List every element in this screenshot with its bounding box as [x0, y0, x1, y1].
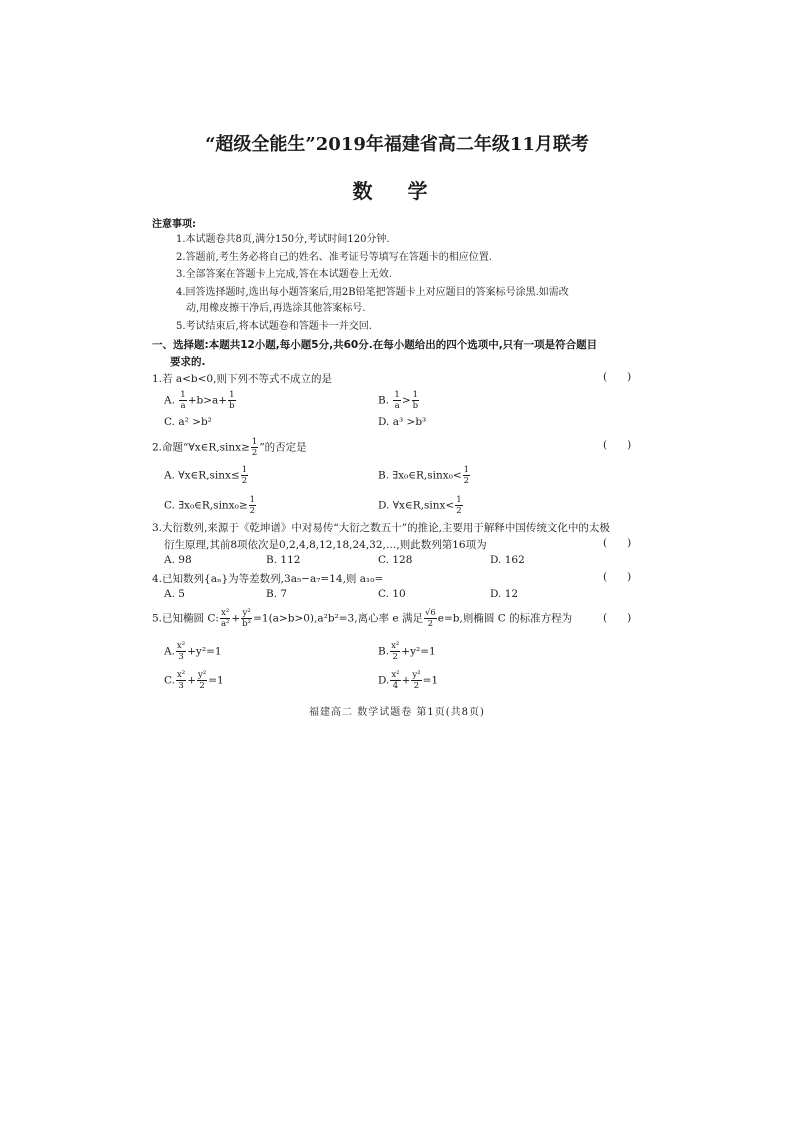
notice-item: 3.全部答案在答题卡上完成,答在本试题卷上无效.: [176, 269, 392, 280]
answer-paren: ( ): [603, 537, 632, 549]
notice-item: 2.答题前,考生务必将自己的姓名、准考证号等填写在答题卡的相应位置.: [176, 252, 492, 263]
answer-paren: ( ): [603, 571, 632, 583]
page-footer: 福建高二 数学试题卷 第1页(共8页): [309, 707, 485, 718]
subject-title: 数 学: [352, 179, 442, 203]
answer-paren: ( ): [603, 371, 632, 383]
exam-title: “超级全能生”2019年福建省高二年级11月联考: [205, 134, 589, 155]
notice-item: 1.本试题卷共8页,满分150分,考试时间120分钟.: [176, 234, 390, 245]
q4-option-a: A. 5: [164, 588, 185, 600]
q3-option-a: A. 98: [164, 554, 192, 566]
q2-option-c: C. ∃x₀∈R,sinx₀≥ $\frac{1}{2}$: [164, 495, 256, 516]
notice-item: 5.考试结束后,将本试题卷和答题卡一并交回.: [176, 321, 372, 332]
q4-option-c: C. 10: [378, 588, 406, 600]
q3-option-b: B. 112: [266, 554, 301, 566]
question-4-stem: 4.已知数列{aₙ}为等差数列,3a₅−a₇=14,则 a₁₀=: [152, 573, 384, 585]
q3-option-d: D. 162: [490, 554, 525, 566]
section-heading-cont: 要求的.: [170, 356, 206, 368]
answer-paren: ( ): [603, 439, 632, 451]
notice-item: 4.回答选择题时,选出每小题答案后,用2B铅笔把答题卡上对应题目的答案标号涂黑.如需改: [176, 287, 569, 298]
question-3-stem-cont: 衍生原理,其前8项依次是0,2,4,8,12,18,24,32,…,则此数列第16项为: [164, 539, 487, 551]
question-1-stem: 1.若 a<b<0,则下列不等式不成立的是: [152, 373, 332, 385]
q2-option-a: A. ∀x∈R,sinx≤ $\frac{1}{2}$: [164, 465, 248, 486]
q2-option-b: B. ∃x₀∈R,sinx₀< $\frac{1}{2}$: [378, 465, 470, 486]
q3-option-c: C. 128: [378, 554, 413, 566]
q1-option-a: A. $\frac{1}{a}$ +b>a+ $\frac{1}{b}$: [164, 390, 235, 411]
q4-option-b: B. 7: [266, 588, 288, 600]
q1-option-c: C. a² >b²: [164, 416, 212, 428]
notice-heading: 注意事项:: [152, 219, 196, 230]
q4-option-d: D. 12: [490, 588, 519, 600]
answer-paren: ( ): [603, 612, 632, 624]
question-2-stem: 2.命题“∀x∈R,sinx≥ $\frac{1}{2}$ ”的否定是: [152, 437, 307, 458]
q1-option-d: D. a³ >b³: [378, 416, 427, 428]
section-heading: 一、选择题:本题共12小题,每小题5分,共60分.在每小题给出的四个选项中,只有一项是符合题目: [152, 339, 598, 351]
q5-option-b: B. $\frac{\text{x²}}{2}$ +y²=1: [378, 641, 436, 662]
q5-option-d: D. $\frac{\text{x²}}{4}$ + $\frac{\text{y²}}{2}$ =1: [378, 670, 439, 691]
q5-option-c: C. $\frac{\text{x²}}{3}$ + $\frac{\text{y²}}{2}$ =1: [164, 670, 224, 691]
question-3-stem: 3.大衍数列,来源于《乾坤谱》中对易传“大衍之数五十”的推论,主要用于解释中国传统文化中的太极: [152, 522, 610, 534]
notice-item: 动,用橡皮擦干净后,再选涂其他答案标号.: [186, 303, 366, 314]
q2-option-d: D. ∀x∈R,sinx< $\frac{1}{2}$: [378, 495, 462, 516]
question-5-stem: 5.已知椭圆 C: $\frac{\text{x²}}{\text{a²}}$ + $\frac{\text{y²}}{\text{b²}}$ =1(a>b>0),a²b²=3,离心率 e 满足 $\frac{√6}{2}$ e=b,则椭圆 C 的标准方程为: [152, 608, 573, 629]
q1-option-b: B. $\frac{1}{a}$ > $\frac{1}{b}$: [378, 390, 419, 411]
q5-option-a: A. $\frac{\text{x²}}{3}$ +y²=1: [164, 641, 222, 662]
